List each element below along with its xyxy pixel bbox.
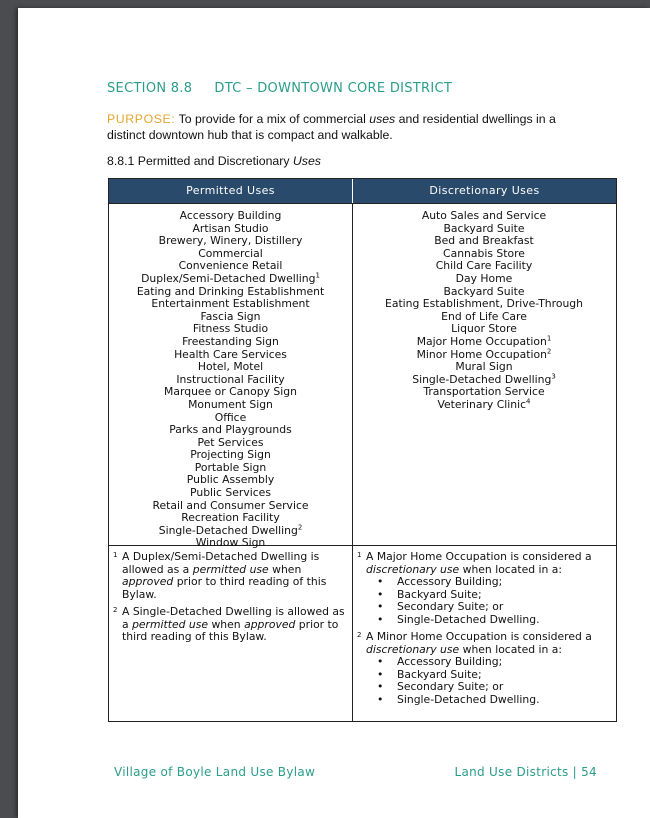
use-name: Brewery, Winery, Distillery (158, 234, 303, 248)
discretionary-footnotes (352, 546, 615, 721)
use-name: Backyard Suite (443, 284, 525, 298)
footnote (113, 606, 346, 644)
use-name: Projecting Sign (190, 448, 271, 462)
footnote-ref: 2 (546, 346, 552, 355)
footnote (357, 551, 609, 626)
use-name: Major Home Occupation (416, 334, 547, 348)
footer-document-title: Village of Boyle Land Use Bylaw (114, 765, 316, 779)
permitted-uses-list (109, 204, 352, 550)
purpose-text-end: and residential dwellings in a distinct downtown hub that is compact and walkable. (107, 112, 556, 142)
document-page (18, 8, 650, 818)
bullet-item: • Secondary Suite; or (397, 681, 609, 694)
bullet-list (366, 576, 609, 626)
use-name: Window Sign (195, 536, 266, 550)
table-header-row (109, 179, 616, 203)
footnote-text: A Minor Home Occupation is considered a discretionary use when located in a: • Accessory Building; • Backyard Suite; • Secondary Suite; or • Single-Detached Dwelling. (366, 631, 609, 706)
use-name: Transportation Service (423, 385, 545, 399)
subsection-heading (107, 154, 321, 168)
use-name: Public Assembly (186, 473, 275, 487)
permitted-footnotes (109, 546, 352, 721)
use-name: Parks and Playgrounds (169, 423, 292, 437)
footnote-ref: 4 (526, 397, 531, 406)
section-title: DTC – DOWNTOWN CORE DISTRICT (214, 81, 453, 96)
use-name: Auto Sales and Service (421, 209, 547, 222)
subsection-label: 8.8.1 Permitted and Discretionary (107, 154, 290, 168)
use-name: Bed and Breakfast (434, 234, 534, 248)
uses-row (109, 203, 616, 550)
use-name: Recreation Facility (181, 511, 280, 525)
footnote-text: A Duplex/Semi-Detached Dwelling is allowed as a permitted use when approved prior to third reading of this Bylaw. (122, 550, 327, 601)
use-name: Day Home (455, 271, 513, 285)
footnote-number: 2 (357, 631, 362, 639)
use-name: Mural Sign (455, 360, 513, 374)
use-name: Public Services (190, 486, 271, 500)
subsection-emphasis: Uses (292, 154, 321, 168)
use-name: Backyard Suite (443, 221, 525, 235)
use-name: Entertainment Establishment (151, 297, 310, 311)
use-name: Office (214, 410, 247, 424)
use-name: Liquor Store (451, 322, 517, 336)
use-name: Child Care Facility (435, 259, 533, 273)
use-name: Portable Sign (194, 460, 267, 474)
use-name: Pet Services (197, 435, 264, 449)
use-name: Commercial (198, 246, 263, 260)
use-name: Minor Home Occupation (416, 347, 547, 361)
use-name: Marquee or Canopy Sign (164, 385, 297, 399)
purpose-statement (107, 111, 597, 143)
bullet-item: • Single-Detached Dwelling. (397, 694, 609, 707)
use-name: Fascia Sign (200, 309, 261, 323)
footnote-ref: 3 (551, 372, 556, 381)
footnote-ref: 1 (315, 271, 320, 280)
footnote-text: A Major Home Occupation is considered a discretionary use when located in a: • Accessory Building; • Backyard Suite; • Secondary Suite; or • Single-Detached Dwelling. (366, 551, 609, 626)
footnotes-row (109, 545, 616, 721)
footer-page-info: Land Use Districts | 54 (454, 765, 597, 779)
use-name: Retail and Consumer Service (152, 498, 309, 512)
footnote (357, 631, 609, 706)
permitted-uses-header: Permitted Uses (186, 184, 275, 197)
bullet-item: • Secondary Suite; or (397, 601, 609, 614)
use-name: Artisan Studio (192, 221, 269, 235)
bullet-item: • Accessory Building; (397, 656, 609, 669)
footnote-number: 1 (113, 551, 118, 559)
use-name: Single-Detached Dwelling (158, 523, 298, 537)
bullet-list (366, 656, 609, 706)
footnote-number: 1 (357, 551, 362, 559)
discretionary-uses-list (352, 204, 615, 545)
footnote-text: A Single-Detached Dwelling is allowed as a permitted use when approved prior to third reading of this Bylaw. (122, 605, 345, 643)
purpose-label: PURPOSE: (107, 112, 176, 126)
bullet-item: • Backyard Suite; (397, 589, 609, 602)
use-name: Cannabis Store (443, 246, 525, 260)
use-name: End of Life Care (441, 309, 527, 323)
section-heading (107, 81, 452, 96)
purpose-text: To provide for a mix of commercial (178, 112, 366, 126)
use-name: Health Care Services (174, 347, 287, 361)
use-name: Eating and Drinking Establishment (136, 284, 325, 298)
use-name: Single-Detached Dwelling (412, 372, 552, 386)
discretionary-uses-header: Discretionary Uses (352, 179, 616, 203)
section-number: SECTION 8.8 (107, 81, 193, 96)
bullet-item: • Backyard Suite; (397, 669, 609, 682)
purpose-emphasis: uses (369, 112, 396, 126)
use-name: Duplex/Semi-Detached Dwelling (141, 271, 316, 285)
use-name: Instructional Facility (176, 372, 285, 386)
use-name: Monument Sign (188, 397, 273, 411)
list-item (353, 399, 615, 412)
footnote-number: 2 (113, 606, 118, 614)
use-name: Freestanding Sign (182, 334, 279, 348)
use-name: Eating Establishment, Drive-Through (385, 297, 583, 311)
bullet-item: • Single-Detached Dwelling. (397, 614, 609, 627)
use-name: Accessory Building (179, 209, 282, 222)
use-name: Veterinary Clinic (437, 397, 527, 411)
footnote-ref: 2 (297, 523, 303, 532)
footnote-ref: 1 (546, 334, 552, 343)
use-name: Hotel, Motel (197, 360, 264, 374)
footnote (113, 551, 346, 601)
uses-table (108, 178, 617, 722)
bullet-item: • Accessory Building; (397, 576, 609, 589)
use-name: Fitness Studio (192, 322, 269, 336)
use-name: Convenience Retail (178, 259, 283, 273)
